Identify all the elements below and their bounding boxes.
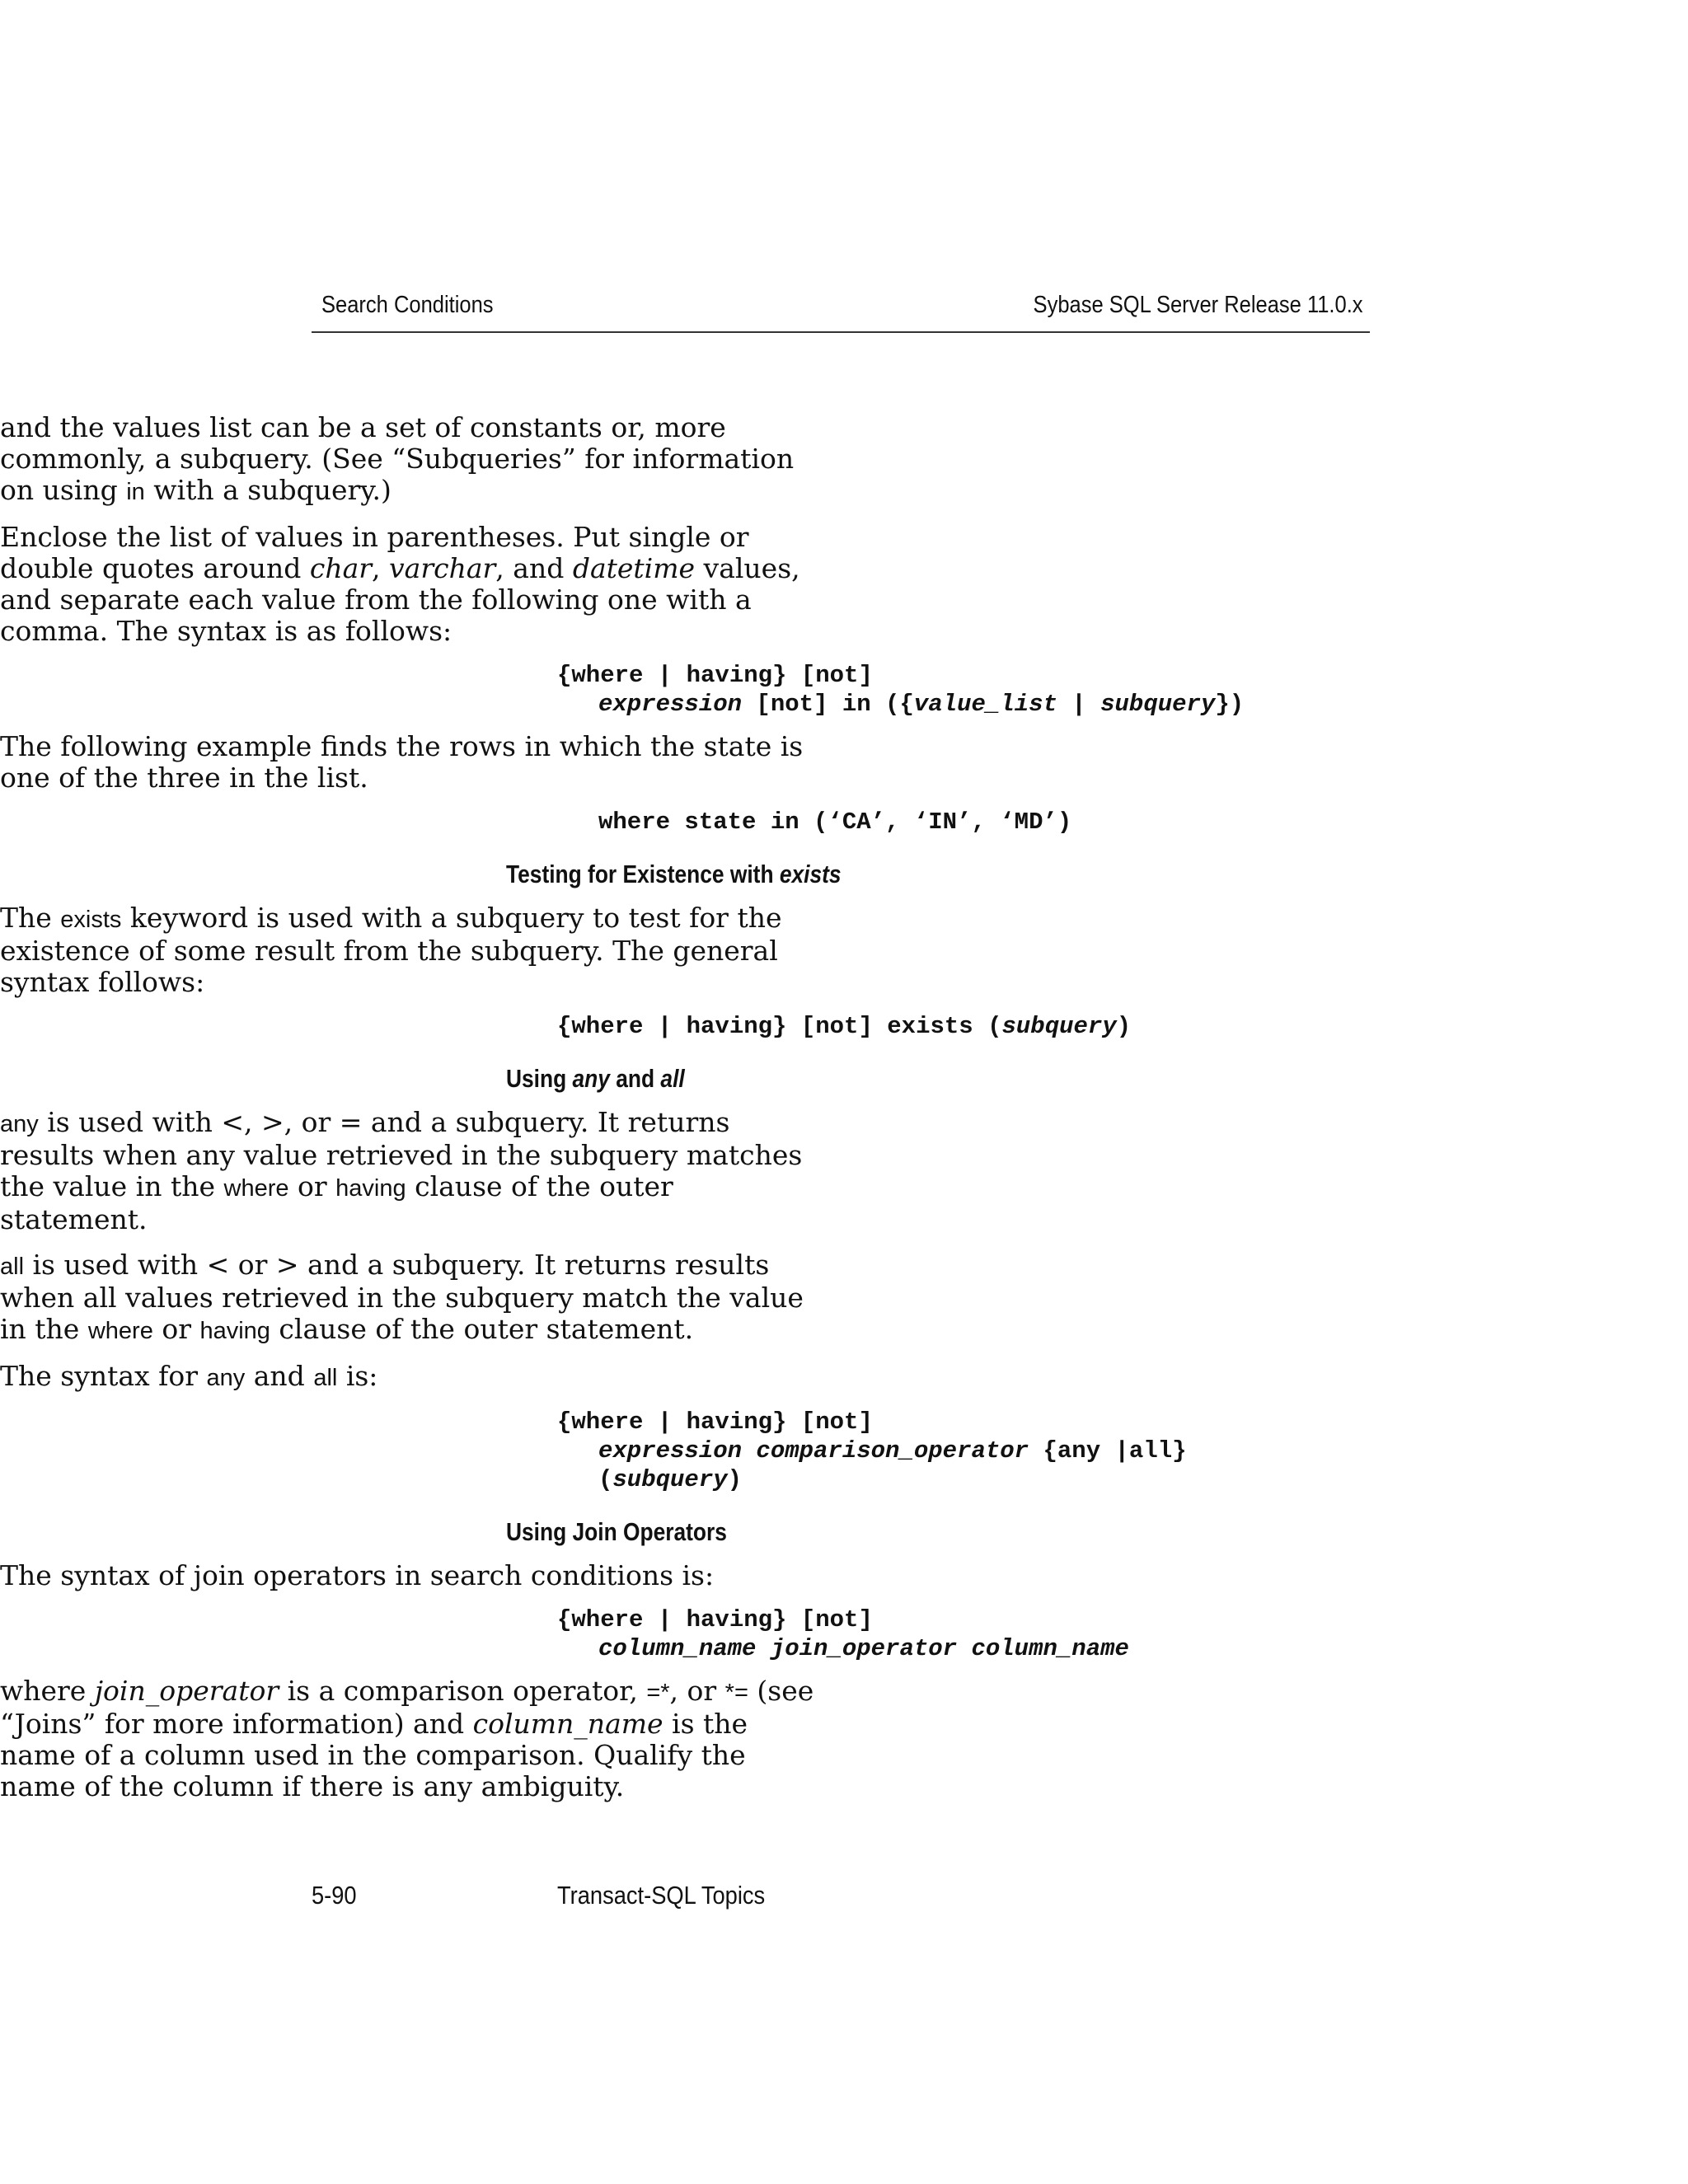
text: is:	[337, 1360, 378, 1392]
footer-title: Transact-SQL Topics	[557, 1881, 766, 1910]
text: or	[288, 1170, 336, 1202]
code-line	[557, 1634, 1688, 1663]
page-content	[0, 412, 1688, 1816]
text: , or	[669, 1675, 725, 1707]
code-placeholder: subquery	[1001, 1013, 1117, 1040]
datatype-term: varchar	[389, 552, 496, 584]
text: (see “Joins” for more information) and	[0, 1675, 814, 1740]
paragraph-all	[0, 1249, 820, 1347]
code-line	[557, 690, 1688, 719]
code-placeholder: expression	[598, 691, 743, 718]
text: and	[245, 1360, 314, 1392]
heading-keyword: all	[660, 1064, 685, 1093]
paragraph-enclose-list	[0, 522, 820, 647]
keyword: all	[313, 1365, 338, 1391]
datatype-term: char	[309, 552, 373, 584]
heading-text: Using	[506, 1064, 573, 1093]
heading-text: Testing for Existence with	[506, 860, 780, 888]
keyword: exists	[60, 907, 122, 933]
section-heading-any-all	[506, 1064, 1511, 1094]
code-placeholder: subquery	[1100, 691, 1216, 718]
code-text: |	[1057, 691, 1101, 718]
keyword: any	[206, 1365, 246, 1391]
section-heading-join-operators: Using Join Operators	[506, 1517, 727, 1546]
code-text: )	[1116, 1013, 1132, 1040]
code-line: {where | having} [not]	[557, 1408, 873, 1436]
text: where	[0, 1675, 95, 1707]
code-placeholder: column_name join_operator column_name	[598, 1635, 1129, 1662]
code-block-in-syntax	[557, 661, 1688, 719]
text: clause of the outer statement.	[270, 1313, 694, 1345]
keyword: having	[199, 1318, 270, 1344]
code-text: })	[1215, 691, 1245, 718]
code-line	[557, 1012, 1688, 1041]
paragraph-any	[0, 1107, 820, 1235]
paragraph-example-intro: The following example finds the rows in which the state is one of the three in the list.	[0, 730, 804, 794]
text: ,	[372, 552, 390, 584]
code-line	[557, 1436, 1688, 1465]
heading-text: and	[609, 1064, 661, 1093]
heading-keyword: any	[572, 1064, 610, 1093]
text: keyword is used with a subquery to test for the existence of some result from the subquery. The general syntax follows:	[0, 902, 782, 998]
text: is the name of a column used in the comparison. Qualify the name of the column if there is any ambiguity.	[0, 1708, 748, 1802]
header-product-title: Sybase SQL Server Release 11.0.x	[1033, 292, 1363, 318]
text: values, and separate each value from the following one with a comma. The syntax is as follows:	[0, 552, 800, 647]
code-block-example	[557, 808, 1688, 837]
section-heading-exists	[506, 860, 1511, 889]
text: is a comparison operator,	[279, 1675, 647, 1707]
term: column_name	[472, 1708, 663, 1740]
operator: =*	[646, 1680, 670, 1706]
datatype-term: datetime	[572, 552, 696, 584]
code-line: {where | having} [not]	[557, 1606, 873, 1633]
code-text: )	[727, 1466, 743, 1493]
code-block-exists-syntax	[557, 1012, 1688, 1041]
text: The syntax for	[0, 1360, 207, 1392]
term: join_operator	[94, 1675, 279, 1707]
text: is used with <, >, or = and a subquery. It returns results when any value retrieved in the subquery matches the value in the	[0, 1106, 803, 1202]
code-line	[557, 1465, 1688, 1494]
page-number: 5-90	[312, 1881, 357, 1910]
code-block-join-syntax	[557, 1605, 1688, 1663]
text: , and	[495, 552, 573, 584]
code-text: {any |all}	[1029, 1437, 1187, 1465]
code-text: {where | having} [not] exists (	[557, 1013, 1002, 1040]
code-placeholder: expression comparison_operator	[598, 1437, 1029, 1465]
text: and the values list can be a set of constants or, more commonly, a subquery. (See “Subqueries” for information on using	[0, 411, 795, 506]
code-text: [not] in ({	[742, 691, 914, 718]
keyword: where	[87, 1318, 153, 1344]
code-line: {where | having} [not]	[557, 662, 873, 689]
running-header	[312, 288, 1370, 333]
paragraph-exists	[0, 902, 820, 998]
keyword: where	[223, 1175, 289, 1202]
text: Enclose the list of values in parentheses. Put single or double quotes around	[0, 521, 749, 584]
code-placeholder: value_list	[913, 691, 1057, 718]
operator: *=	[724, 1680, 748, 1706]
keyword: having	[335, 1175, 406, 1202]
paragraph-values-list	[0, 412, 820, 508]
keyword: in	[126, 479, 145, 505]
text: with a subquery.)	[144, 474, 392, 506]
text: The	[0, 902, 61, 934]
heading-keyword: exists	[779, 860, 842, 888]
keyword: all	[0, 1254, 25, 1280]
paragraph-any-all-syntax-intro	[0, 1361, 820, 1394]
code-block-any-all-syntax	[557, 1408, 1688, 1494]
paragraph-join-intro: The syntax of join operators in search conditions is:	[0, 1559, 715, 1591]
keyword: any	[0, 1111, 39, 1137]
text: or	[152, 1313, 200, 1345]
header-section-title: Search Conditions	[321, 292, 494, 318]
code-placeholder: subquery	[612, 1466, 728, 1493]
code-text: (	[598, 1466, 613, 1493]
text: clause of the outer statement.	[0, 1170, 673, 1235]
code-line: where state in (‘CA’, ‘IN’, ‘MD’)	[598, 808, 1072, 836]
text: is used with < or > and a subquery. It returns results when all values retrieved in the subquery match the value in the	[0, 1249, 804, 1345]
paragraph-join-description	[0, 1675, 820, 1802]
